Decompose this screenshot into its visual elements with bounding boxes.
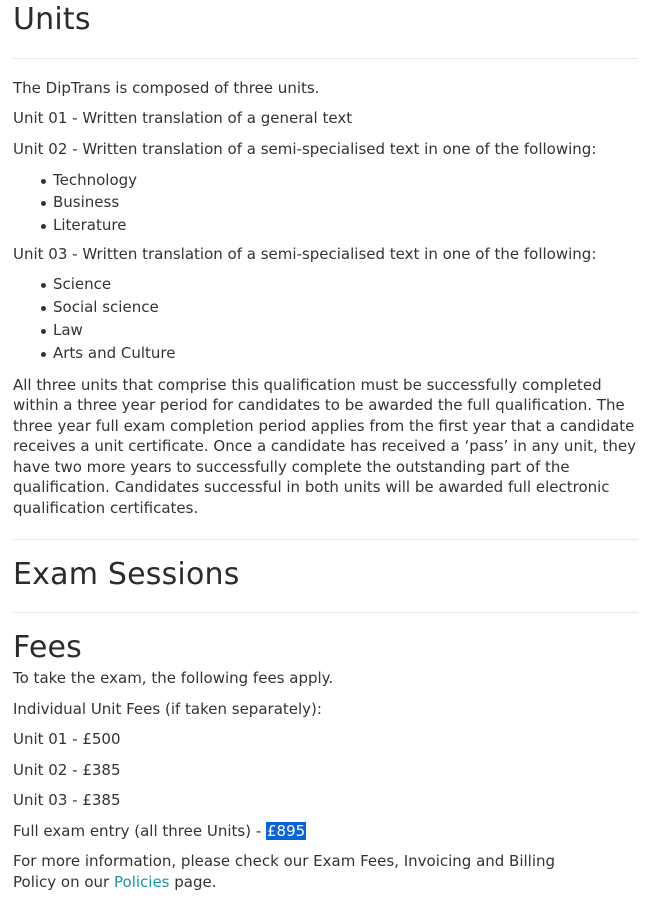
completion-paragraph: All three units that comprise this qualification must be successfully completed within a three year period for candidates to be awarded the full qualification. The three year full exam completion period applies from the first year that a candidate receives a unit certificate. Once a candidate has received a ‘pass’ in any unit, they have two more years to successfully complete the outstanding part of the qualification. Candidates successful in both units will be awarded full electronic qualification certificates. bbox=[13, 375, 637, 517]
fees-info-text: For more information, please check our Exam Fees, Invoicing and Billing Policy on our bbox=[13, 852, 556, 891]
list-item: Arts and Culture bbox=[53, 342, 638, 365]
fees-section bbox=[0, 613, 660, 892]
list-item: Business bbox=[53, 191, 638, 214]
units-section bbox=[0, 0, 660, 38]
full-exam-fee bbox=[13, 821, 638, 842]
fees-info-suffix: page. bbox=[169, 872, 217, 891]
policies-link[interactable]: Policies bbox=[114, 872, 170, 891]
list-item: Social science bbox=[53, 296, 638, 319]
individual-fees-label: Individual Unit Fees (if taken separately): bbox=[13, 699, 322, 718]
full-exam-fee-label: Full exam entry (all three Units) - bbox=[13, 821, 267, 840]
unit-03-fee: Unit 03 - £385 bbox=[13, 791, 121, 810]
unit-02-fee: Unit 02 - £385 bbox=[13, 760, 121, 779]
unit-03-description: Unit 03 - Written translation of a semi-specialised text in one of the following: bbox=[13, 244, 597, 263]
list-item: Technology bbox=[53, 169, 638, 192]
list-item: Literature bbox=[53, 214, 638, 237]
units-body bbox=[0, 59, 660, 518]
units-heading: Units bbox=[13, 2, 91, 37]
list-item: Science bbox=[53, 273, 638, 296]
unit-03-topics bbox=[13, 273, 638, 364]
fees-info bbox=[13, 851, 638, 892]
unit-01-fee: Unit 01 - £500 bbox=[13, 730, 121, 749]
unit-02-topics bbox=[13, 169, 638, 237]
units-intro: The DipTrans is composed of three units. bbox=[13, 79, 320, 97]
fees-intro: To take the exam, the following fees apply. bbox=[13, 669, 334, 688]
list-item: Law bbox=[53, 319, 638, 342]
full-exam-price: £895 bbox=[267, 821, 306, 840]
exam-sessions-heading: Exam Sessions bbox=[13, 557, 240, 593]
fees-heading: Fees bbox=[13, 630, 82, 666]
unit-01-description: Unit 01 - Written translation of a general text bbox=[13, 109, 353, 127]
exam-sessions-section bbox=[0, 540, 660, 593]
unit-02-description: Unit 02 - Written translation of a semi-specialised text in one of the following: bbox=[13, 140, 597, 158]
